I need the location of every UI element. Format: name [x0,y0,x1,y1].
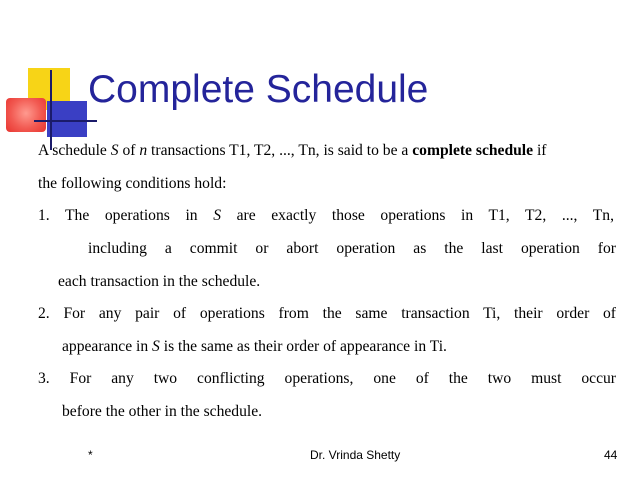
item-3-line-2: before the other in the schedule. [62,403,263,420]
slide-logo-decoration [0,0,100,150]
text-run: of [118,142,140,159]
blue-square [47,101,87,137]
text-run: A schedule [38,142,111,159]
red-square [6,98,46,132]
italic-n: n [139,142,148,159]
footer-author: Dr. Vrinda Shetty [310,448,401,462]
item-1-line-2: including a commit or abort operation as the last operation for [88,240,616,257]
vertical-rule [50,70,52,150]
italic-s: S [110,142,119,159]
item-1-line-1 [38,207,614,225]
text-run: if [533,142,547,159]
body-line-2: the following conditions hold: [38,175,227,192]
item-1-line-3: each transaction in the schedule. [58,273,261,290]
horizontal-rule [34,120,97,122]
footer-page-number: 44 [604,448,618,462]
item-2-line-2 [62,338,447,356]
text-run: appearance in [62,338,153,355]
item-3-line-1: 3. For any two conflicting operations, one of the two must occur [38,370,616,387]
body-line-1 [38,142,547,160]
text-run: transactions T1, T2, ..., Tn, is said to be a [147,142,413,159]
item-2-line-1: 2. For any pair of operations from the same transaction Ti, their order of [38,305,616,322]
text-run: are exactly those operations in T1, T2, ..., Tn, [221,207,614,224]
bold-term: complete schedule [412,142,534,159]
footer-left: * [88,448,93,462]
slide-title: Complete Schedule [88,68,429,111]
text-run: 1. The operations in [38,207,214,224]
italic-s: S [213,207,221,224]
italic-s: S [152,338,160,355]
text-run: is the same as their order of appearance in Ti. [159,338,447,355]
